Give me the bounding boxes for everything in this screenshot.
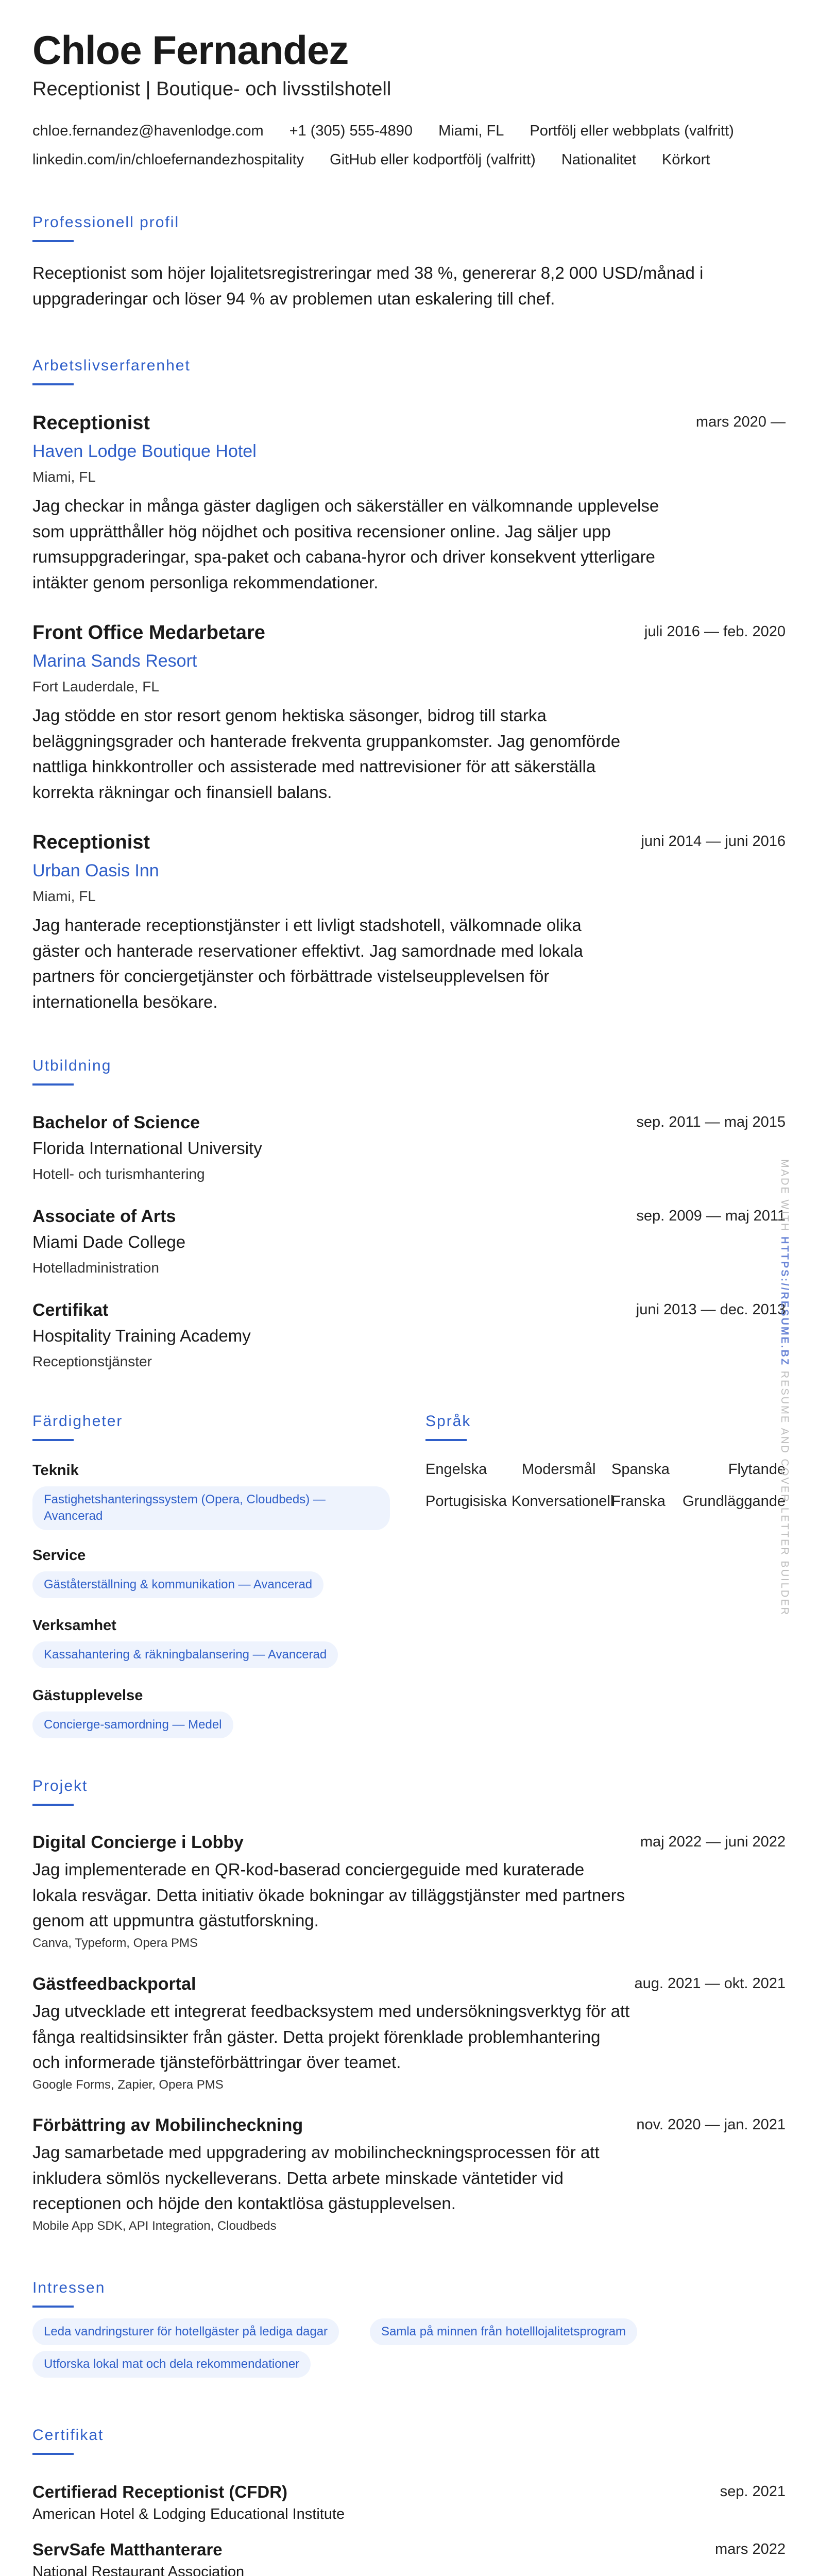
job-date: juli 2016 — feb. 2020: [644, 623, 786, 640]
interest-pill: Samla på minnen från hotelllojalitetsprogram: [370, 2318, 637, 2345]
skill-group-name: Teknik: [32, 1462, 79, 1479]
project-title: Förbättring av Mobilincheckning: [32, 2115, 303, 2135]
certificate-title: Certifierad Receptionist (CFDR): [32, 2482, 288, 2501]
project-description: Jag implementerade en QR-kod-baserad conciergeguide med kuraterade lokala resvägar. Detta initiativ ökade bokningar av tilläggstjänster med partners genom att uppmuntra gästutforskning.: [32, 1860, 625, 1930]
edu-school: Florida International University: [32, 1139, 262, 1158]
profile-text: Receptionist som höjer lojalitetsregistreringar med 38 %, genererar 8,2 000 USD/månad i uppgraderingar och löser 94 % av problemen utan eskalering till chef.: [32, 263, 704, 308]
job-title: Front Office Medarbetare: [32, 622, 265, 643]
edu-degree: Associate of Arts: [32, 1207, 176, 1226]
skill-group-name: Service: [32, 1547, 86, 1564]
skill-pill: Fastighetshanteringssystem (Opera, Cloudbeds) — Avancerad: [32, 1486, 390, 1530]
certificate-issuer: National Restaurant Association: [32, 2564, 245, 2576]
skill-pill: Gäståterställning & kommunikation — Avancerad: [32, 1571, 323, 1598]
candidate-subtitle: Receptionist | Boutique- och livsstilshotell: [32, 78, 391, 100]
edu-field: Hotell- och turismhantering: [32, 1166, 205, 1182]
credit-link[interactable]: HTTPS://RESUME.BZ: [779, 1236, 790, 1367]
edu-school: Miami Dade College: [32, 1232, 186, 1251]
edu-degree: Bachelor of Science: [32, 1113, 200, 1132]
interest-pill: Utforska lokal mat och dela rekommendationer: [32, 2351, 311, 2378]
certificate-title: ServSafe Matthanterare: [32, 2540, 223, 2559]
certificate-date: sep. 2021: [720, 2483, 786, 2500]
language-name: Engelska: [425, 1461, 487, 1478]
section-rule-education: [32, 1083, 74, 1086]
candidate-name: Chloe Fernandez: [32, 27, 349, 73]
section-title-interests: Intressen: [32, 2279, 106, 2296]
project-description: Jag samarbetade med uppgradering av mobilincheckningsprocessen för att inkludera sömlös nyckelleverans. Detta arbete minskade väntetider vid receptionen och höjde den kontaktlösa gästupplevelsen.: [32, 2143, 600, 2213]
interest-pill: Leda vandringsturer för hotellgäster på lediga dagar: [32, 2318, 339, 2345]
project-tech: Google Forms, Zapier, Opera PMS: [32, 2078, 224, 2092]
contact-linkedin[interactable]: linkedin.com/in/chloefernandezhospitality: [32, 151, 304, 168]
contact-github[interactable]: GitHub eller kodportfölj (valfritt): [330, 151, 536, 168]
made-with-credit: [778, 1159, 793, 1617]
job-company[interactable]: Marina Sands Resort: [32, 651, 197, 671]
project-tech: Canva, Typeform, Opera PMS: [32, 1936, 198, 1950]
project-title: Digital Concierge i Lobby: [32, 1833, 244, 1852]
job-date: juni 2014 — juni 2016: [641, 833, 786, 850]
language-level: Flytande: [728, 1461, 786, 1478]
section-rule-experience: [32, 383, 74, 385]
section-title-experience: Arbetslivserfarenhet: [32, 357, 191, 374]
project-date: nov. 2020 — jan. 2021: [636, 2116, 786, 2133]
job-location: Miami, FL: [32, 888, 96, 904]
section-title-projects: Projekt: [32, 1777, 88, 1794]
contact-license: Körkort: [661, 151, 710, 168]
language-name: Portugisiska: [425, 1493, 507, 1510]
job-location: Fort Lauderdale, FL: [32, 679, 159, 694]
job-title: Receptionist: [32, 412, 150, 434]
contact-phone[interactable]: +1 (305) 555-4890: [289, 123, 413, 139]
contact-row-1: [32, 123, 760, 140]
project-date: maj 2022 — juni 2022: [640, 1834, 786, 1850]
edu-date: sep. 2011 — maj 2015: [636, 1114, 786, 1130]
job-description: Jag checkar in många gäster dagligen och säkerställer en välkomnande upplevelse som upprätthåller hög nöjdhet och positiva recensioner online. Jag säljer upp rumsuppgraderingar, spa-paket och cabana-hyror och driver konsekvent ytterligare intäkter genom personliga rekommendationer.: [32, 496, 659, 592]
job-company[interactable]: Haven Lodge Boutique Hotel: [32, 442, 257, 461]
certificate-issuer: American Hotel & Lodging Educational Institute: [32, 2506, 345, 2522]
section-title-certificates: Certifikat: [32, 2427, 104, 2444]
section-rule-certificates: [32, 2453, 74, 2455]
edu-field: Receptionstjänster: [32, 1353, 152, 1369]
section-title-languages: Språk: [425, 1413, 471, 1430]
section-rule-projects: [32, 1804, 74, 1806]
section-rule-skills: [32, 1439, 74, 1441]
language-level: Konversationell: [512, 1493, 614, 1510]
job-description: Jag hanterade receptionstjänster i ett livligt stadshotell, välkomnade olika gäster och hanterade reservationer effektivt. Jag samordnade med lokala partners för conciergetjänster och förbättrade vistelseupplevelsen för internationella besökare.: [32, 916, 583, 1011]
project-description: Jag utvecklade ett integrerat feedbacksystem med undersökningsverktyg för att fånga realtidsinsikter från gäster. Detta projekt förenklade problemhantering och informerade tjänsteförbättringar över teamet.: [32, 2002, 630, 2072]
edu-school: Hospitality Training Academy: [32, 1326, 251, 1345]
contact-portfolio[interactable]: Portfölj eller webbplats (valfritt): [530, 123, 734, 139]
contact-location: Miami, FL: [438, 123, 504, 139]
job-title: Receptionist: [32, 832, 150, 853]
contact-row-2: [32, 151, 736, 168]
section-rule-interests: [32, 2306, 74, 2308]
skill-group-name: Gästupplevelse: [32, 1687, 143, 1704]
credit-suffix: RESUME AND COVER LETTER BUILDER: [779, 1370, 790, 1617]
language-name: Franska: [611, 1493, 666, 1510]
project-title: Gästfeedbackportal: [32, 1974, 196, 1994]
job-date: mars 2020 —: [695, 414, 786, 430]
language-level: Modersmål: [522, 1461, 596, 1478]
contact-nationality: Nationalitet: [561, 151, 636, 168]
language-name: Spanska: [611, 1461, 670, 1478]
project-date: aug. 2021 — okt. 2021: [634, 1975, 786, 1992]
section-title-profile: Professionell profil: [32, 214, 180, 231]
skill-pill: Concierge-samordning — Medel: [32, 1711, 233, 1738]
edu-field: Hotelladministration: [32, 1260, 159, 1276]
credit-prefix: MADE WITH: [779, 1159, 790, 1232]
edu-date: juni 2013 — dec. 2013: [636, 1301, 786, 1318]
edu-degree: Certifikat: [32, 1300, 109, 1320]
section-rule-languages: [425, 1439, 467, 1441]
language-level: Grundläggande: [683, 1493, 786, 1510]
section-title-skills: Färdigheter: [32, 1413, 123, 1430]
contact-email[interactable]: chloe.fernandez@havenlodge.com: [32, 123, 264, 139]
section-title-education: Utbildning: [32, 1057, 112, 1074]
edu-date: sep. 2009 — maj 2011: [636, 1208, 786, 1224]
job-description: Jag stödde en stor resort genom hektiska säsonger, bidrog till starka beläggningsgrader och hanterade frekventa gruppankomster. Jag genomförde nattliga hinkkontroller och assisterade med nattrevisioner för att säkerställa korrekta räkningar och finansiell balans.: [32, 706, 621, 802]
project-tech: Mobile App SDK, API Integration, Cloudbeds: [32, 2219, 277, 2233]
skill-pill: Kassahantering & räkningbalansering — Avancerad: [32, 1641, 338, 1668]
section-rule-profile: [32, 240, 74, 242]
job-company[interactable]: Urban Oasis Inn: [32, 861, 159, 880]
skill-group-name: Verksamhet: [32, 1617, 116, 1634]
certificate-date: mars 2022: [714, 2541, 786, 2557]
job-location: Miami, FL: [32, 469, 96, 485]
